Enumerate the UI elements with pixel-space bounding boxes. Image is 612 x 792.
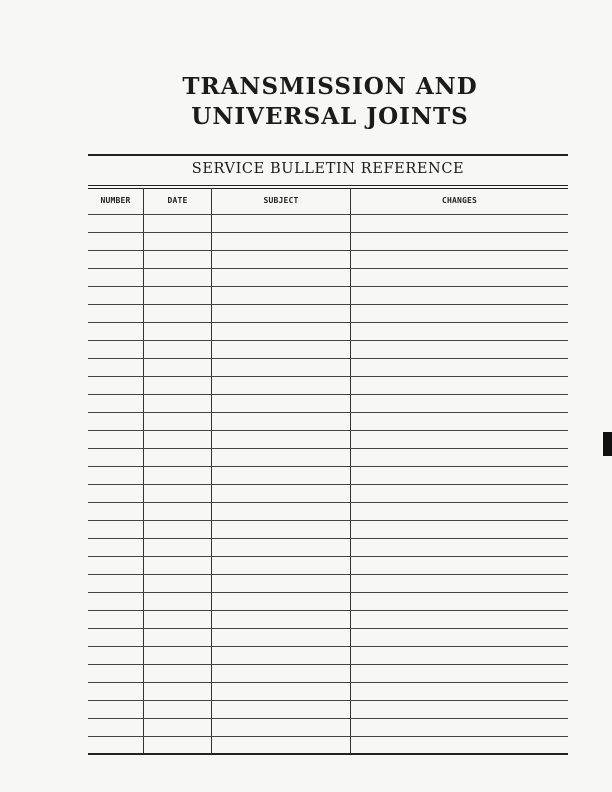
table-row — [88, 322, 568, 323]
table-row — [88, 610, 568, 611]
table-row — [88, 700, 568, 701]
table-row — [88, 232, 568, 233]
header-rule-lower — [88, 188, 568, 189]
header-rule-upper — [88, 185, 568, 186]
table-row — [88, 718, 568, 719]
table-row — [88, 394, 568, 395]
table-row — [88, 736, 568, 737]
column-header-number: NUMBER — [100, 196, 131, 205]
column-divider-1 — [143, 188, 144, 754]
section-subtitle: SERVICE BULLETIN REFERENCE — [191, 161, 465, 177]
table-row — [88, 520, 568, 521]
table-row — [88, 214, 568, 215]
table-row — [88, 466, 568, 467]
table-row — [88, 412, 568, 413]
column-header-changes: CHANGES — [441, 196, 478, 205]
table-row — [88, 628, 568, 629]
table-row — [88, 304, 568, 305]
table-row — [88, 430, 568, 431]
title-line-1: TRANSMISSION AND — [182, 73, 478, 100]
table-row — [88, 268, 568, 269]
table-row — [88, 574, 568, 575]
table-row — [88, 682, 568, 683]
top-rule — [88, 154, 568, 156]
section-index-tab — [603, 432, 612, 456]
table-row — [88, 664, 568, 665]
title-line-2: UNIVERSAL JOINTS — [191, 103, 469, 130]
table-row — [88, 484, 568, 485]
table-row — [88, 376, 568, 377]
table-row — [88, 340, 568, 341]
table-row — [88, 286, 568, 287]
table-row — [88, 448, 568, 449]
table-row — [88, 502, 568, 503]
page-title — [0, 72, 612, 132]
table-row — [88, 538, 568, 539]
column-divider-2 — [211, 188, 212, 754]
table-row — [88, 556, 568, 557]
table-row — [88, 250, 568, 251]
table-row — [88, 358, 568, 359]
column-header-subject: SUBJECT — [263, 196, 299, 205]
column-divider-3 — [350, 188, 351, 754]
table-row — [88, 646, 568, 647]
bottom-rule — [88, 753, 568, 755]
column-header-date: DATE — [167, 196, 188, 205]
table-row — [88, 592, 568, 593]
